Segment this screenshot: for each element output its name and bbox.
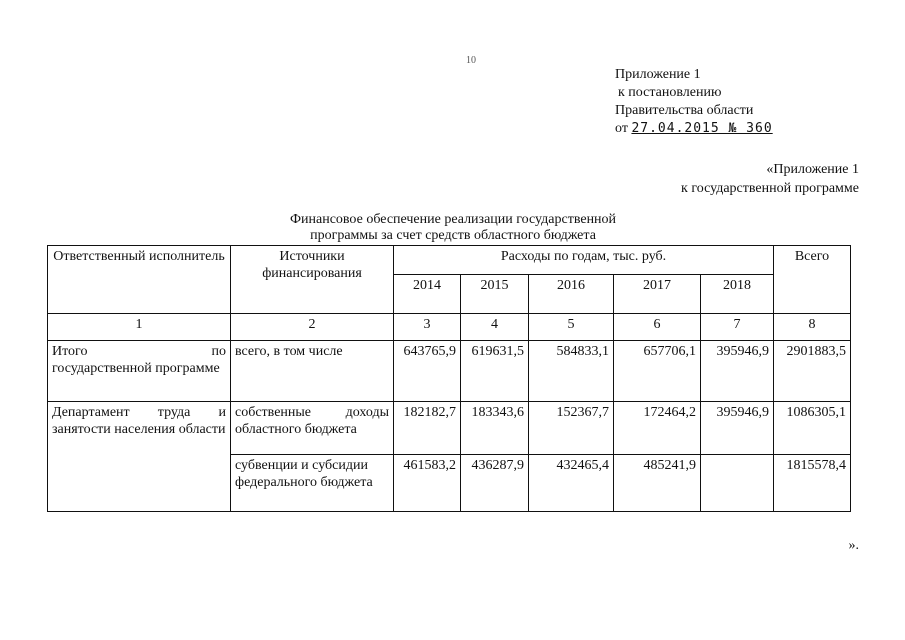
table-title-line-1: Финансовое обеспечение реализации государственной — [289, 212, 617, 227]
value-cell: 485241,9 — [614, 455, 701, 512]
column-index: 1 — [48, 314, 231, 341]
program-annex — [681, 160, 859, 198]
executor-word: Итого — [52, 344, 88, 359]
value-cell: 152367,7 — [529, 402, 614, 455]
closing-quote: ». — [848, 538, 859, 553]
header-year: 2014 — [394, 275, 461, 314]
value-cell: 432465,4 — [529, 455, 614, 512]
executor-rest: государственной программе — [52, 361, 220, 376]
value-cell: 584833,1 — [529, 341, 614, 402]
value-cell: 461583,2 — [394, 455, 461, 512]
total-cell: 1086305,1 — [774, 402, 851, 455]
decree-line — [615, 120, 773, 138]
executor-word: по — [211, 344, 226, 359]
decree-prefix: от — [615, 121, 628, 136]
column-index: 2 — [231, 314, 394, 341]
source-cell: всего, в том числе — [231, 341, 394, 402]
value-cell: 172464,2 — [614, 402, 701, 455]
executor-cell: Департамент труда и занятости населения области — [48, 402, 231, 512]
header-year: 2016 — [529, 275, 614, 314]
column-index: 7 — [701, 314, 774, 341]
table-row — [48, 341, 851, 402]
value-cell: 643765,9 — [394, 341, 461, 402]
financing-table — [47, 245, 851, 512]
column-index-row — [48, 314, 851, 341]
header-executor: Ответственный исполнитель — [48, 246, 231, 314]
annex-line-3: Правительства области — [615, 103, 754, 118]
column-index: 8 — [774, 314, 851, 341]
table-row — [48, 402, 851, 455]
value-cell: 436287,9 — [461, 455, 529, 512]
decree-handwritten: 27.04.2015 № 360 — [631, 121, 773, 136]
executor-cell — [48, 341, 231, 402]
program-annex-line-1: «Приложение 1 — [766, 162, 859, 177]
column-index: 4 — [461, 314, 529, 341]
header-sources: Источники финансирования — [231, 246, 394, 314]
table-title-line-2: программы за счет средств областного бюджета — [310, 228, 596, 243]
column-index: 5 — [529, 314, 614, 341]
column-index: 6 — [614, 314, 701, 341]
source-cell: субвенции и субсидии федерального бюджета — [231, 455, 394, 512]
value-cell: 183343,6 — [461, 402, 529, 455]
header-year: 2018 — [701, 275, 774, 314]
table-title — [248, 212, 658, 244]
program-annex-line-2: к государственной программе — [681, 181, 859, 196]
annex-header — [615, 66, 773, 138]
total-cell: 1815578,4 — [774, 455, 851, 512]
total-cell: 2901883,5 — [774, 341, 851, 402]
header-expenses: Расходы по годам, тыс. руб. — [394, 246, 774, 275]
header-year: 2017 — [614, 275, 701, 314]
header-year: 2015 — [461, 275, 529, 314]
annex-line-1: Приложение 1 — [615, 67, 701, 82]
column-index: 3 — [394, 314, 461, 341]
header-total: Всего — [774, 246, 851, 314]
value-cell: 395946,9 — [701, 402, 774, 455]
value-cell: 657706,1 — [614, 341, 701, 402]
value-cell: 619631,5 — [461, 341, 529, 402]
annex-line-2: к постановлению — [618, 85, 722, 100]
value-cell: 182182,7 — [394, 402, 461, 455]
value-cell — [701, 455, 774, 512]
page-number: 10 — [466, 55, 476, 66]
value-cell: 395946,9 — [701, 341, 774, 402]
source-cell: собственные доходы областного бюджета — [231, 402, 394, 455]
